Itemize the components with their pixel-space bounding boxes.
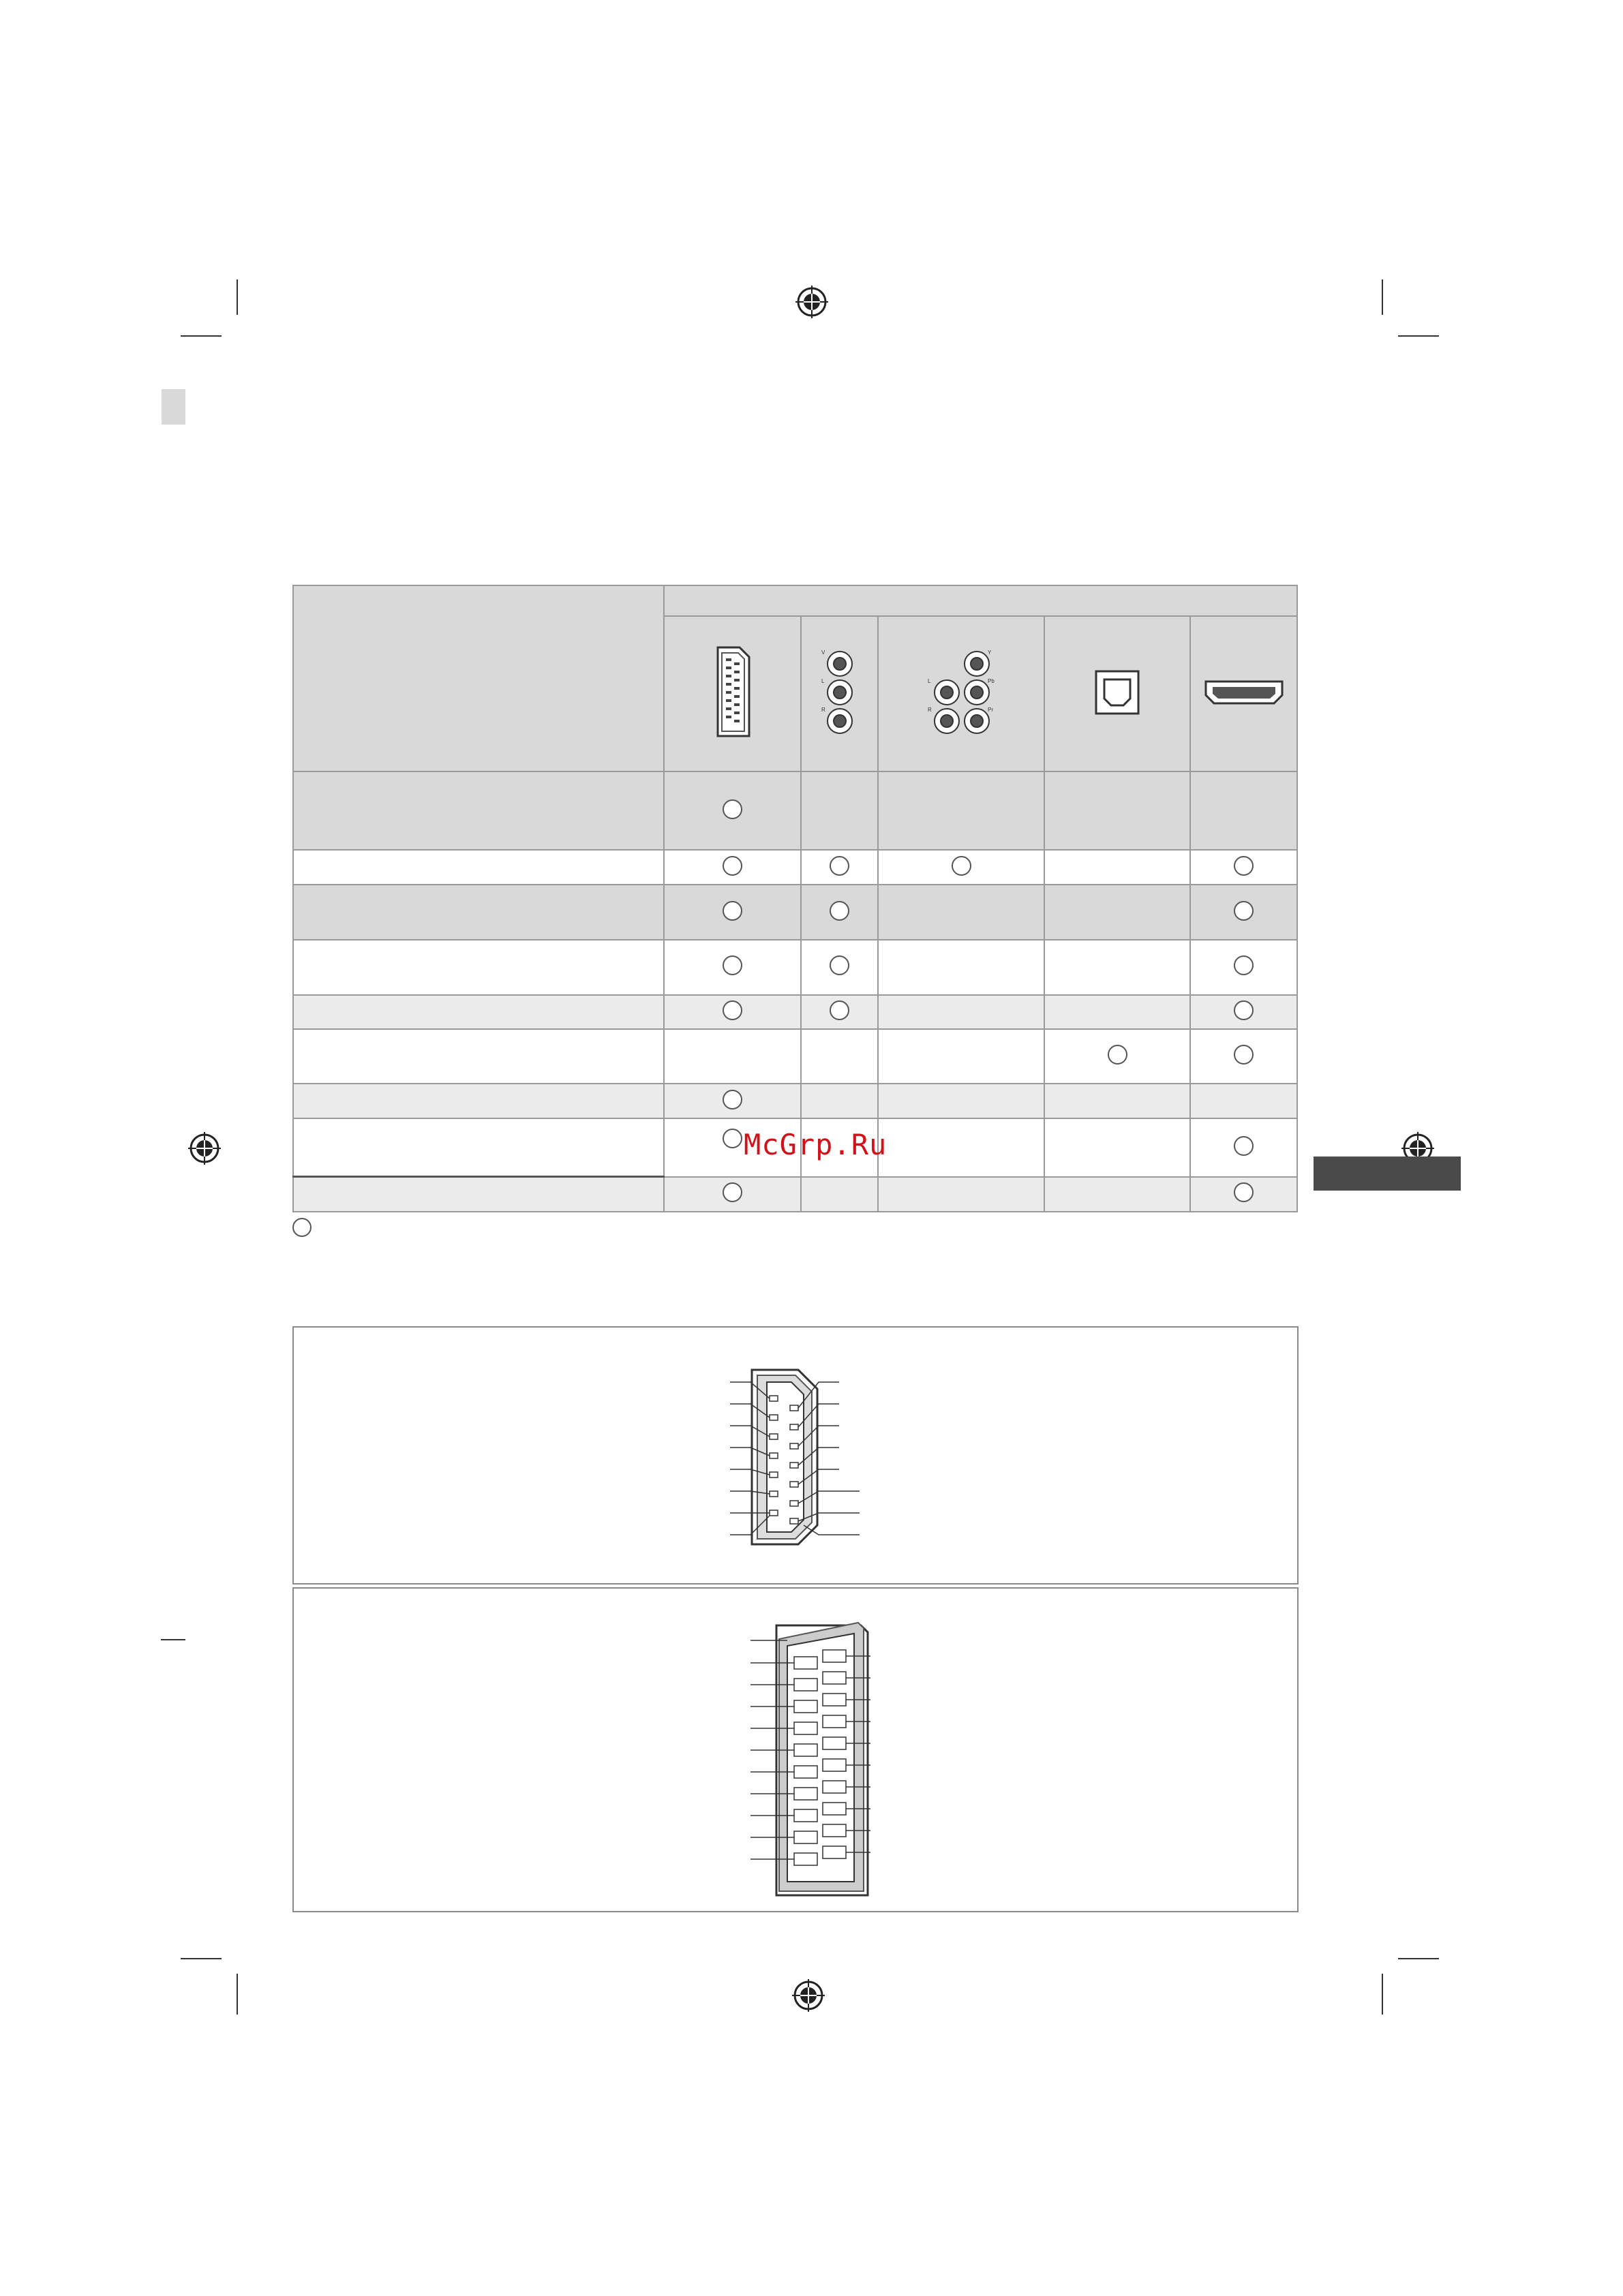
mark-cell	[1044, 940, 1190, 995]
row-label	[293, 771, 664, 850]
row-label	[293, 850, 664, 885]
svg-text:Y: Y	[988, 649, 992, 656]
supported-mark-icon	[830, 955, 849, 975]
hdmi-pin-layout-icon	[703, 1355, 887, 1566]
mark-cell	[801, 850, 878, 885]
mark-cell	[664, 1177, 801, 1212]
mark-cell	[1044, 771, 1190, 850]
supported-mark-icon	[723, 856, 742, 876]
mark-cell	[1044, 850, 1190, 885]
supported-mark-icon	[1234, 1136, 1254, 1156]
legend-note	[292, 1218, 312, 1240]
svg-text:V: V	[821, 649, 825, 656]
optical-audio-icon	[1093, 669, 1141, 716]
mark-cell	[1190, 771, 1297, 850]
registration-mark-icon	[791, 1978, 825, 2012]
table-corner-header	[293, 585, 664, 771]
supported-mark-icon	[830, 1000, 849, 1020]
mark-cell	[664, 1084, 801, 1118]
supported-mark-icon	[723, 1000, 742, 1020]
mark-cell	[801, 885, 878, 939]
mark-cell	[1190, 1029, 1297, 1084]
mark-cell	[878, 1084, 1044, 1118]
mark-cell	[801, 995, 878, 1029]
supported-mark-icon	[1234, 955, 1254, 975]
crop-mark	[1398, 1958, 1439, 1959]
row-label	[293, 1029, 664, 1084]
svg-text:L: L	[928, 677, 931, 684]
scart-column-header	[664, 616, 801, 771]
crop-mark	[1398, 335, 1439, 337]
supported-mark-icon	[1234, 856, 1254, 876]
mark-cell	[1044, 1084, 1190, 1118]
supported-mark-icon	[723, 1129, 742, 1148]
mark-cell	[1190, 940, 1297, 995]
row-label	[293, 1177, 664, 1212]
supported-mark-icon	[1234, 901, 1254, 921]
hdmi-pin-layout-box	[292, 1326, 1299, 1585]
mark-cell	[1190, 1118, 1297, 1176]
svg-text:Pb: Pb	[988, 677, 995, 684]
mark-cell	[878, 885, 1044, 939]
component-column-header	[878, 616, 1044, 771]
supported-mark-icon	[723, 799, 742, 819]
crop-mark	[1382, 1974, 1383, 2015]
mark-cell	[878, 1029, 1044, 1084]
crop-mark	[237, 279, 238, 315]
mark-cell	[1190, 1084, 1297, 1118]
mark-cell	[664, 850, 801, 885]
supported-mark-icon	[723, 901, 742, 921]
mark-cell	[1190, 885, 1297, 939]
hdmi-icon	[1203, 677, 1285, 707]
supported-mark-icon	[830, 901, 849, 921]
supported-mark-icon	[830, 856, 849, 876]
row-label	[293, 885, 664, 939]
crop-mark	[237, 1974, 238, 2015]
supported-mark-icon	[952, 856, 971, 876]
svg-text:R: R	[821, 706, 825, 713]
mark-cell	[878, 940, 1044, 995]
mark-cell	[664, 771, 801, 850]
supported-mark-icon	[1108, 1045, 1127, 1065]
scart-pin-layout-box	[292, 1587, 1299, 1912]
mark-cell	[801, 1029, 878, 1084]
mark-cell	[1044, 1118, 1190, 1176]
registration-mark-icon	[187, 1131, 222, 1165]
mark-cell	[664, 995, 801, 1029]
supported-mark-icon	[723, 1090, 742, 1109]
mark-cell	[664, 1029, 801, 1084]
terminal-group-header	[664, 585, 1297, 616]
mark-cell	[1044, 885, 1190, 939]
mark-cell	[1190, 1177, 1297, 1212]
connection-compatibility-table	[292, 585, 1298, 1212]
optical-column-header	[1044, 616, 1190, 771]
section-tab-marker	[162, 389, 185, 425]
crop-mark	[1382, 279, 1383, 315]
crop-mark	[181, 1958, 222, 1959]
mark-cell	[664, 885, 801, 939]
mark-cell	[878, 1118, 1044, 1176]
row-label	[293, 1118, 664, 1176]
registration-mark-icon	[795, 285, 829, 319]
mark-cell	[1044, 1029, 1190, 1084]
component-rca-icon	[924, 645, 999, 740]
mark-cell	[878, 850, 1044, 885]
mark-cell	[801, 771, 878, 850]
supported-mark-icon	[1234, 1045, 1254, 1065]
scart-icon	[712, 645, 753, 740]
supported-mark-icon	[1234, 1000, 1254, 1020]
supported-mark-icon	[1234, 1182, 1254, 1202]
row-label	[293, 995, 664, 1029]
supported-mark-icon	[723, 955, 742, 975]
mark-cell	[1044, 995, 1190, 1029]
side-chapter-tab	[1314, 1157, 1461, 1191]
mark-cell	[801, 1177, 878, 1212]
av-rca-icon	[819, 645, 860, 740]
mark-cell	[801, 1084, 878, 1118]
supported-mark-icon	[723, 1182, 742, 1202]
crop-mark	[181, 335, 222, 337]
row-label	[293, 1084, 664, 1118]
mark-cell	[878, 771, 1044, 850]
supported-mark-icon	[292, 1218, 312, 1237]
mark-cell	[878, 995, 1044, 1029]
scart-pin-layout-icon	[716, 1616, 880, 1902]
av-rca-column-header	[801, 616, 878, 771]
svg-text:L: L	[821, 677, 824, 684]
page-folio-line	[161, 1639, 185, 1640]
svg-text:Pr: Pr	[988, 706, 993, 713]
mark-cell	[878, 1177, 1044, 1212]
mark-cell	[1190, 995, 1297, 1029]
mark-cell	[664, 940, 801, 995]
mark-cell	[801, 940, 878, 995]
row-label	[293, 940, 664, 995]
svg-text:R: R	[928, 706, 932, 713]
mark-cell	[1190, 850, 1297, 885]
watermark: McGrp.Ru	[744, 1128, 888, 1161]
hdmi-column-header	[1190, 616, 1297, 771]
mark-cell	[1044, 1177, 1190, 1212]
